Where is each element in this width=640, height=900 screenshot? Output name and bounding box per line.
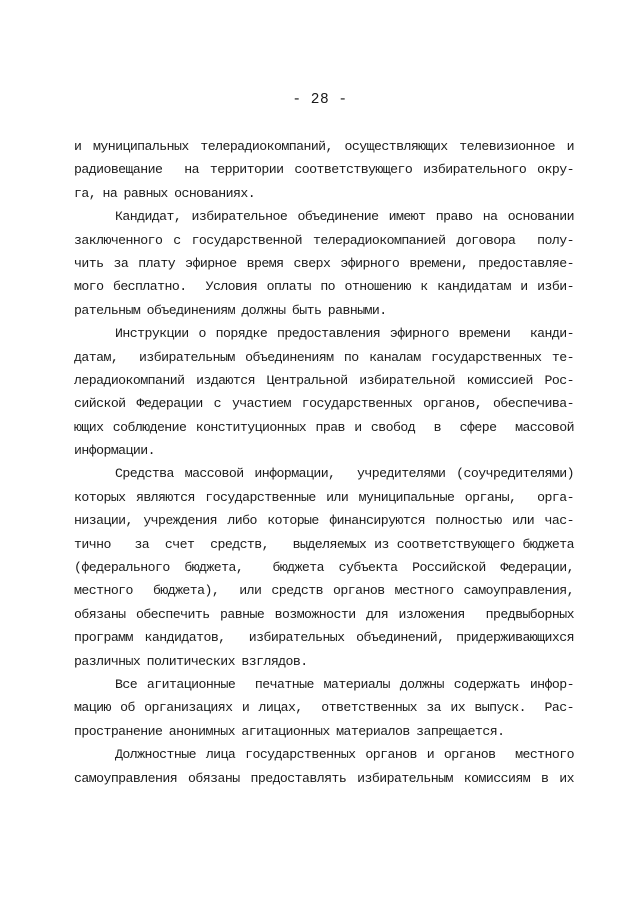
body-text bbox=[74, 135, 574, 790]
text-line: Должностные лица государственных органов и органов местного bbox=[115, 747, 574, 763]
paragraph-6 bbox=[74, 743, 574, 790]
paragraph-3 bbox=[74, 322, 574, 462]
text-line: различных политических взглядов. bbox=[74, 653, 308, 669]
text-line: которых являются государственные или муниципальные органы, орга- bbox=[74, 489, 574, 505]
text-line: лерадиокомпаний издаются Центральной избирательной комиссией Рос- bbox=[74, 372, 574, 388]
paragraph-5 bbox=[74, 673, 574, 743]
paragraph-1 bbox=[74, 135, 574, 205]
text-line: Все агитационные печатные материалы должны содержать инфор- bbox=[115, 676, 574, 692]
text-line: ющих соблюдение конституционных прав и свобод в сфере массовой bbox=[74, 419, 574, 435]
text-line: и муниципальных телерадиокомпаний, осуществляющих телевизионное и bbox=[74, 139, 574, 154]
text-line: информации. bbox=[74, 443, 156, 459]
text-line: низации, учреждения либо которые финансируются полностью или час- bbox=[74, 513, 574, 529]
text-line: программ кандидатов, избирательных объединений, придерживающихся bbox=[74, 630, 574, 646]
paragraph-4 bbox=[74, 462, 574, 673]
text-line: радиовещание на территории соответствующего избирательного окру- bbox=[74, 162, 574, 178]
text-line: Инструкции о порядке предоставления эфирного времени канди- bbox=[115, 326, 574, 342]
paragraph-2 bbox=[74, 205, 574, 322]
text-line: самоуправления обязаны предоставлять избирательным комиссиям в их bbox=[74, 770, 574, 786]
text-line: местного бюджета), или средств органов местного самоуправления, bbox=[74, 583, 574, 599]
text-line: мого бесплатно. Условия оплаты по отношению к кандидатам и изби- bbox=[74, 279, 574, 295]
text-line: сийской Федерации с участием государственных органов, обеспечива- bbox=[74, 396, 574, 412]
text-line: мацию об организациях и лицах, ответственных за их выпуск. Рас- bbox=[74, 700, 574, 716]
text-line: пространение анонимных агитационных материалов запрещается. bbox=[74, 723, 505, 739]
text-line: чить за плату эфирное время сверх эфирного времени, предоставляе- bbox=[74, 255, 574, 271]
text-line: датам, избирательным объединениям по каналам государственных те- bbox=[74, 349, 574, 365]
text-line: обязаны обеспечить равные возможности для изложения предвыборных bbox=[74, 606, 574, 622]
text-line: Средства массовой информации, учредителями (соучредителями) bbox=[115, 466, 574, 482]
text-line: га, на равных основаниях. bbox=[74, 185, 256, 201]
text-line: заключенного с государственной телерадиокомпанией договора полу- bbox=[74, 232, 574, 248]
text-line: тично за счет средств, выделяемых из соответствующего бюджета bbox=[74, 536, 574, 552]
text-line: Кандидат, избирательное объединение имеют право на основании bbox=[115, 209, 574, 225]
text-line: рательным объединениям должны быть равными. bbox=[74, 302, 387, 318]
page-number: - 28 - bbox=[292, 92, 348, 108]
text-line: (федерального бюджета, бюджета субъекта Российской Федерации, bbox=[74, 560, 574, 576]
